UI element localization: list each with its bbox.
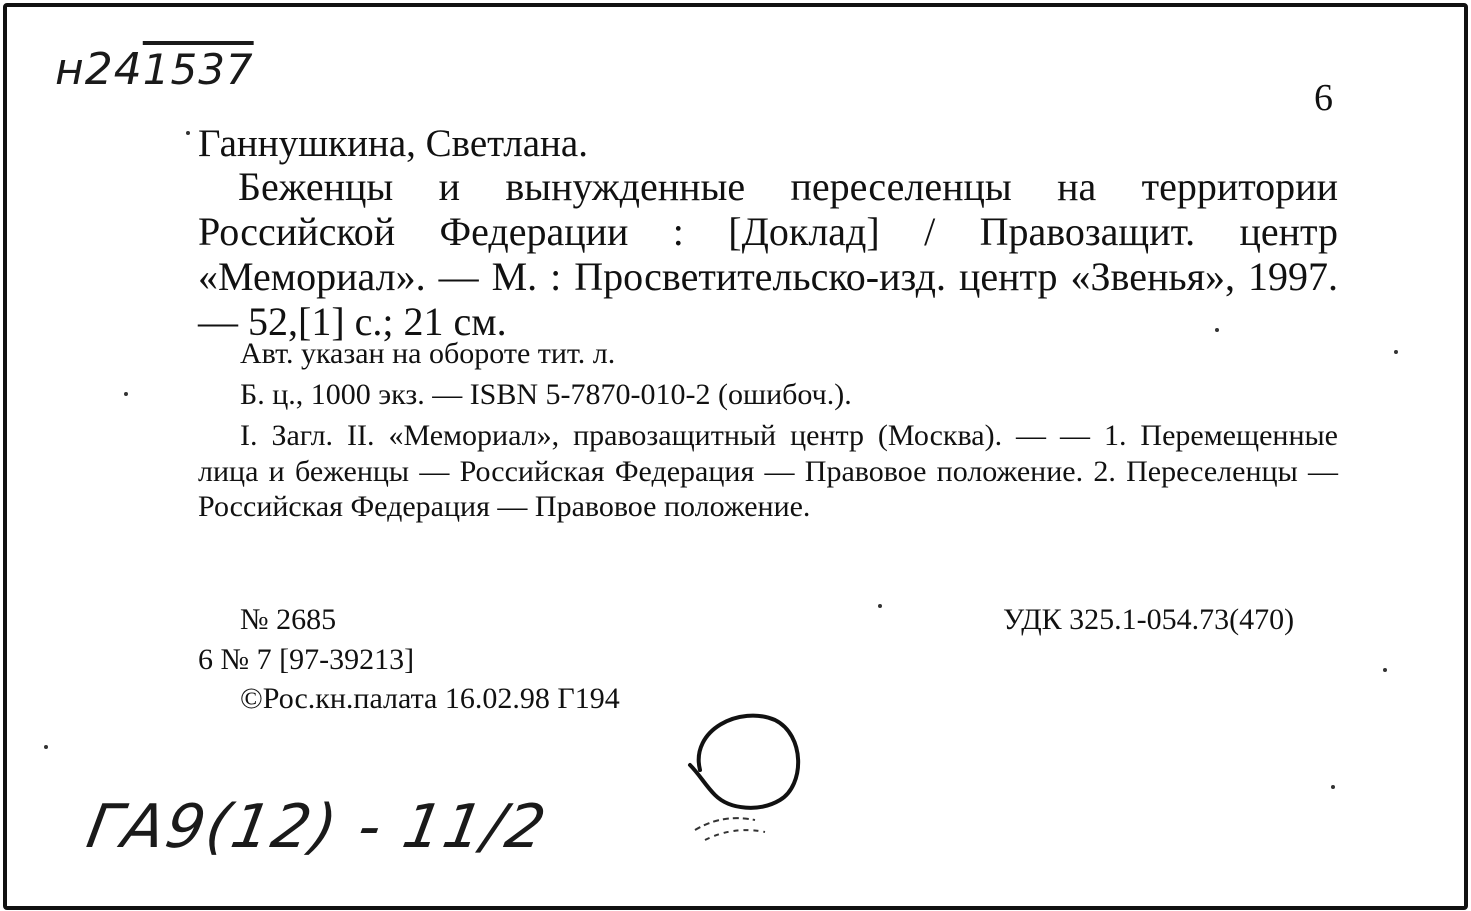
inventory-number-part2: 1537 [142, 45, 254, 94]
card-number: 6 [1314, 77, 1333, 119]
inventory-number-part1: н24 [55, 44, 143, 95]
note-author-statement: Авт. указан на обороте тит. л. [240, 337, 616, 370]
handwritten-inventory-number [55, 44, 254, 95]
copyright-line: ©Рос.кн.палата 16.02.98 Г194 [240, 682, 620, 715]
speck [1331, 785, 1335, 789]
speck [1394, 350, 1398, 354]
note-price-isbn: Б. ц., 1000 экз. — ISBN 5-7870-010-2 (ошибоч.). [240, 378, 852, 411]
registration-number: № 2685 [240, 603, 337, 636]
udk-classification: УДК 325.1-054.73(470) [1003, 603, 1295, 636]
speck [44, 745, 48, 749]
speck [1215, 328, 1219, 332]
tracing-subject-headings: I. Загл. II. «Мемориал», правозащитный центр (Москва). — — 1. Перемещенные лица и беженцы — Российская Федерация — Правовое положение. 2. Переселенцы — Российская Федерация — Правовое положение. [198, 419, 1338, 523]
author-heading: Ганнушкина, Светлана. [198, 122, 588, 165]
handwritten-shelf-mark: ГА9(12) - 11/2 [81, 792, 553, 862]
speck [878, 604, 882, 608]
speck [1383, 668, 1387, 672]
main-bibliographic-entry: Беженцы и вынужденные переселенцы на территории Российской Федерации : [Доклад] / Правозащит. центр «Мемориал». — М. : Просветительско-изд. центр «Звенья», 1997. — 52,[1] с.; 21 см. [198, 164, 1338, 344]
speck [186, 131, 190, 135]
copies-line: 6 № 7 [97-39213] [198, 643, 415, 676]
speck [124, 392, 128, 396]
handwritten-loop-mark [670, 700, 820, 850]
